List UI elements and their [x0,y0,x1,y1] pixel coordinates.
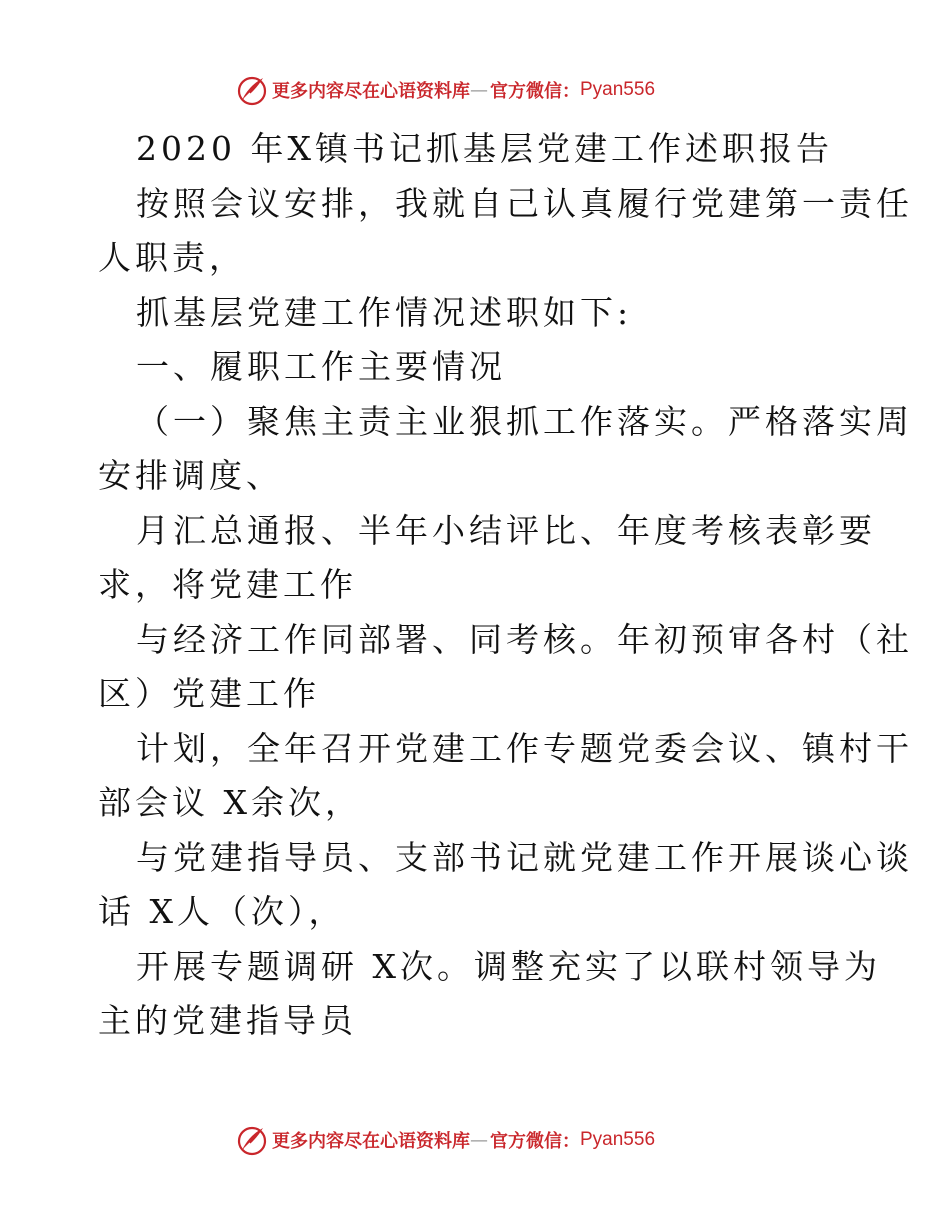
document-title: 2020 年X镇书记抓基层党建工作述职报告 [136,129,833,168]
text-line: 抓基层党建工作情况述职如下: [136,292,633,332]
text-line: 求，将党建工作 [98,565,357,604]
header-watermark [236,72,655,108]
watermark-slogan: 更多内容尽在心语资料库 [272,81,470,102]
watermark-wechat-id: Pyan556 [580,79,656,100]
text-line: 安排调度、 [98,456,283,495]
watermark-wechat-label: 官方微信： [490,1131,580,1152]
text-line: 话 X人（次）， [98,892,346,931]
watermark-dash: — [470,1129,488,1151]
watermark-wechat-id: Pyan556 [580,1129,656,1150]
section-heading: 一、履职工作主要情况 [136,347,506,386]
text-line: 开展专题调研 X次。调整充实了以联村领导为 [136,946,881,986]
watermark-dash: — [470,79,488,101]
text-line: 部会议 X余次， [98,783,362,822]
text-line: （一）聚焦主责主业狠抓工作落实。严格落实周 [136,401,913,441]
text-line: 人职责， [98,238,246,277]
quill-logo-icon [236,1124,268,1156]
text-line: 区）党建工作 [98,674,320,713]
watermark-wechat-label: 官方微信： [490,81,580,102]
watermark-slogan: 更多内容尽在心语资料库 [272,1131,470,1152]
text-line: 与经济工作同部署、同考核。年初预审各村（社 [136,619,913,659]
document-body [98,122,913,1049]
footer-watermark [236,1122,655,1158]
text-line: 按照会议安排，我就自己认真履行党建第一责任 [136,183,913,223]
quill-logo-icon [236,74,268,106]
text-line: 与党建指导员、支部书记就党建工作开展谈心谈 [136,837,913,877]
text-line: 主的党建指导员 [98,1001,357,1040]
text-line: 计划，全年召开党建工作专题党委会议、镇村干 [136,728,913,768]
text-line: 月汇总通报、半年小结评比、年度考核表彰要 [136,510,876,550]
